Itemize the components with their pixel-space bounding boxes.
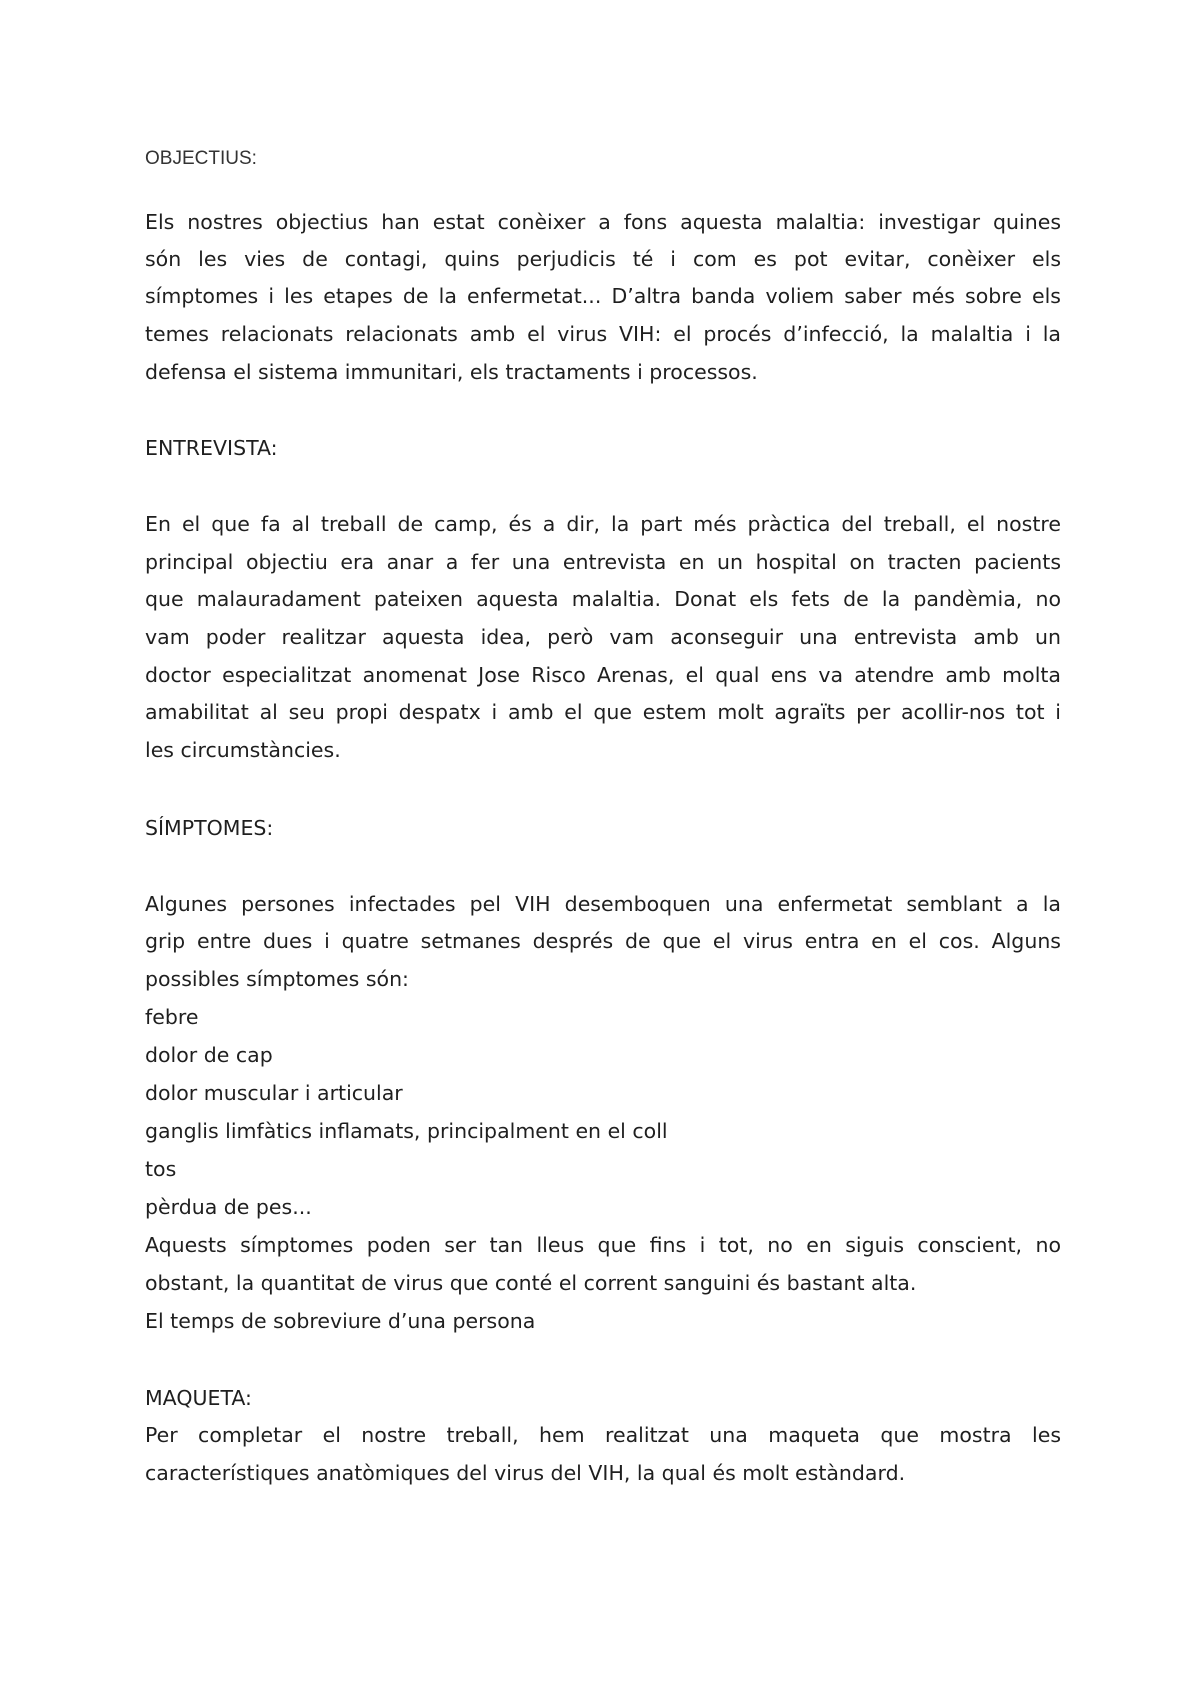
symptom-item: pèrdua de pes... [145,1195,312,1219]
maqueta-line-2: característiques anatòmiques del virus del VIH, la qual és molt estàndard. [145,1461,906,1485]
entrevista-line-5: doctor especialitzat anomenat Jose Risco Arenas, el qual ens va atendre amb molta [145,663,1061,687]
objectius-line-3: símptomes i les etapes de la enfermetat... D’altra banda voliem saber més sobre els [145,284,1061,308]
objectius-line-2: són les vies de contagi, quins perjudicis té i com es pot evitar, conèixer els [145,247,1061,271]
entrevista-line-7: les circumstàncies. [145,738,341,762]
simptomes-outro-line-1: Aquests símptomes poden ser tan lleus que fins i tot, no en siguis conscient, no [145,1233,1061,1257]
symptom-item: dolor muscular i articular [145,1081,403,1105]
objectius-line-5: defensa el sistema immunitari, els tractaments i processos. [145,360,758,384]
entrevista-line-1: En el que fa al treball de camp, és a dir, la part més pràctica del treball, el nostre [145,512,1061,536]
entrevista-line-2: principal objectiu era anar a fer una entrevista en un hospital on tracten pacients [145,550,1061,574]
objectius-line-4: temes relacionats relacionats amb el virus VIH: el procés d’infecció, la malaltia i la [145,322,1061,346]
entrevista-line-4: vam poder realitzar aquesta idea, però vam aconseguir una entrevista amb un [145,625,1061,649]
maqueta-line-1: Per completar el nostre treball, hem realitzat una maqueta que mostra les [145,1423,1061,1447]
symptom-item: febre [145,1005,199,1029]
entrevista-line-3: que malauradament pateixen aquesta malaltia. Donat els fets de la pandèmia, no [145,587,1061,611]
symptom-item: dolor de cap [145,1043,273,1067]
simptomes-intro-line-1: Algunes persones infectades pel VIH desemboquen una enfermetat semblant a la [145,892,1061,916]
heading-entrevista: ENTREVISTA: [145,436,278,460]
heading-objectius: OBJECTIUS: [145,148,257,169]
heading-simptomes: SÍMPTOMES: [145,816,274,840]
simptomes-intro-line-2: grip entre dues i quatre setmanes després de que el virus entra en el cos. Alguns [145,929,1061,953]
document-page [145,0,1061,1697]
objectius-line-1: Els nostres objectius han estat conèixer a fons aquesta malaltia: investigar quines [145,210,1061,234]
simptomes-intro-line-3: possibles símptomes són: [145,967,409,991]
symptom-item: tos [145,1157,177,1181]
heading-maqueta: MAQUETA: [145,1386,252,1410]
simptomes-outro-line-3: El temps de sobreviure d’una persona [145,1309,536,1333]
symptom-item: ganglis limfàtics inflamats, principalment en el coll [145,1119,668,1143]
entrevista-line-6: amabilitat al seu propi despatx i amb el que estem molt agraïts per acollir-nos tot i [145,700,1061,724]
simptomes-outro-line-2: obstant, la quantitat de virus que conté el corrent sanguini és bastant alta. [145,1271,917,1295]
